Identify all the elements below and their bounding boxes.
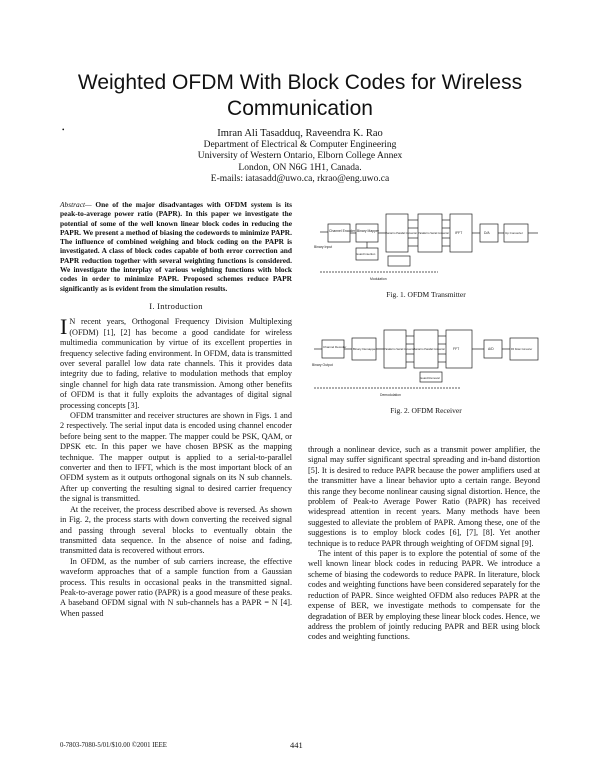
footer-isbn: 0-7803-7080-5/01/$10.00 ©2001 IEEE [60,742,167,749]
fig1-block-channel-encoder: Channel Encoder [329,229,356,233]
fig2-block-ad: A/D [488,347,494,351]
margin-mark: • [62,126,65,134]
figure-2-caption: Fig. 2. OFDM Receiver [390,406,462,415]
fig2-block-channel-decoder: Channel Decoder [323,345,347,349]
page-number: 441 [290,740,303,750]
figure-1-diagram [310,204,542,286]
abstract [60,200,292,293]
fig1-label-modulation: Modulation [370,277,387,281]
fig1-block-binary-mapper: Binary Mapper [357,229,380,233]
intro-paragraph-4: In OFDM, as the number of sub carriers increase, the effective waveform approaches that of a sample function from a Gaussian process. This results in occasional peaks in the transmitted signal. Peak-to-average power ratio (PAPR) is a good measure of these peaks. A baseband OFDM signal with N sub-channels has a PAPR = N [4]. When passed [60,556,292,618]
fig2-block-binary-demapper: Binary Demapper [353,347,377,351]
fig1-block-ifft: IFFT [455,231,463,235]
author-block [150,128,450,186]
figure-1-caption: Fig. 1. OFDM Transmitter [386,290,466,299]
intro-paragraph-3: At the receiver, the process described above is reversed. As shown in Fig. 2, the process starts with down converting the received signal and passing through several blocks to eventually obtain the transmitted data sequence. In the absence of noise and fading, transmitted data is recovered without errors. [60,504,292,556]
right-paragraph-1: through a nonlinear device, such as a transmit power amplifier, the signal may suffer significant spectral spreading and in-band distortion [5]. It is desired to reduce PAPR because the power amplifiers used at the transmitter have a linear behavior upto a certain range. Beyond this range they become nonlinear causing signal distortion. Hence, the problem of Peak-to Average Power Ratio (PAPR) has received widespread attention in recent years. Many methods have been suggested to alleviate the problem of PAPR. Among these, one of the suggestions is to employ block codes [6], [7], [8]. Yet another technique is to reduce PAPR through weighting of OFDM signal [9]. [308,445,540,548]
right-paragraph-2: The intent of this paper is to explore the potential of some of the well known linear block codes in reducing PAPR. We introduce a scheme of biasing the codewords to reduce PAPR. In literature, block codes and weighting functions have been considered separately for the reduction of PAPR. Since weighted OFDM also reduces PAPR at the expense of BER, we investigate methods to compensate for the degradation of BER by employing these linear block codes. Hence, we address the problem of jointly reducing PAPR and BER using block codes and weighting functions. [308,549,540,642]
fig2-block-serial-to-parallel: Serial to Parallel Converter [414,348,445,351]
figure-2-diagram [310,320,542,402]
fig1-block-up-converter: Up Converter [505,231,523,235]
fig1-block-serial-to-parallel: Serial to Parallel Converter [386,232,417,235]
right-column [308,445,540,643]
section-heading-introduction: I. Introduction [149,300,203,311]
author-department: Department of Electrical & Computer Engineering [203,139,397,150]
author-university: University of Western Ontario, Elborn College Annex [197,151,403,161]
abstract-label: Abstract— [60,200,92,209]
paper-title: Weighted OFDM With Block Codes for Wireless Communication [77,71,523,120]
intro-paragraph-2: OFDM transmitter and receiver structures are shown in Figs. 1 and 2 respectively. The serial input data is encoded using channel encoder before being sent to the mapper. The mapper could be PSK, QAM, or DPSK etc. In this paper we have chosen BPSK as the mapping technique. The mapper output is applied to a serial-to-parallel converter and then to IFFT, which is the most important block of an OFDM system as it outputs orthogonal signals on its N sub channels. After up converting the resulting signal to desired carrier frequency the signal is transmitted. [60,411,292,504]
figure-2 [310,320,542,415]
fig1-label-binary-input: Binary Input [314,245,333,249]
left-column [60,200,292,619]
fig2-block-fft: FFT [453,347,460,351]
fig2-block-rf-down-converter: RF Down Converter [511,348,533,351]
fig2-block-parallel-to-serial: Parallel to Serial Converter [384,348,415,351]
drop-cap: I [60,314,68,340]
fig2-label-demodulation: Demodulation [380,393,401,397]
author-names: Imran Ali Tasadduq, Raveendra K. Rao [217,128,383,139]
author-email: E-mails: iatasadd@uwo.ca, rkrao@eng.uwo.ca [210,174,390,184]
fig2-block-guard-removal: Guard Removal [420,376,440,380]
figure-1 [310,204,542,299]
author-location: London, ON N6G 1H1, Canada. [238,162,362,173]
abstract-text: One of the major disadvantages with OFDM system is its peak-to-average power ratio (PAPR). In this paper we investigate the potential of some of the well known linear block codes in reducing the PAPR. We present a method of biasing the codewords to minimize PAPR. The influence of combined weighing and block coding on the PAPR is investigated. A class of block codes capable of both error correction and PAPR reduction together with several weighting functions is considered. We investigate the interplay of various weighting functions with block codes in order to minimize PAPR. Proposed schemes reduce PAPR significantly as is evident from the simulation results. [60,200,292,293]
intro-paragraph-1-text: N recent years, Orthogonal Frequency Division Multiplexing (OFDM) [1], [2] has become a good candidate for wireless multimedia communication by virtue of its excellent properties in frequency selective fading environment. In OFDM, data is transmitted over several parallel low data rate channels. This it provides data integrity due to fading, relative to modulation methods that employ single channel for high data rate transmission. Among other benefits of OFDM is that it fully exploits the advantages of digital signal processing concepts [3]. [60,317,292,410]
fig1-block-guard-insertion: Guard Insertion [356,252,376,256]
fig1-block-da: D/A [484,231,490,235]
intro-paragraph-1 [60,314,292,411]
fig1-block-parallel-to-serial: Parallel to Serial Converter [418,232,449,235]
fig2-label-binary-output: Binary Output [312,363,333,367]
